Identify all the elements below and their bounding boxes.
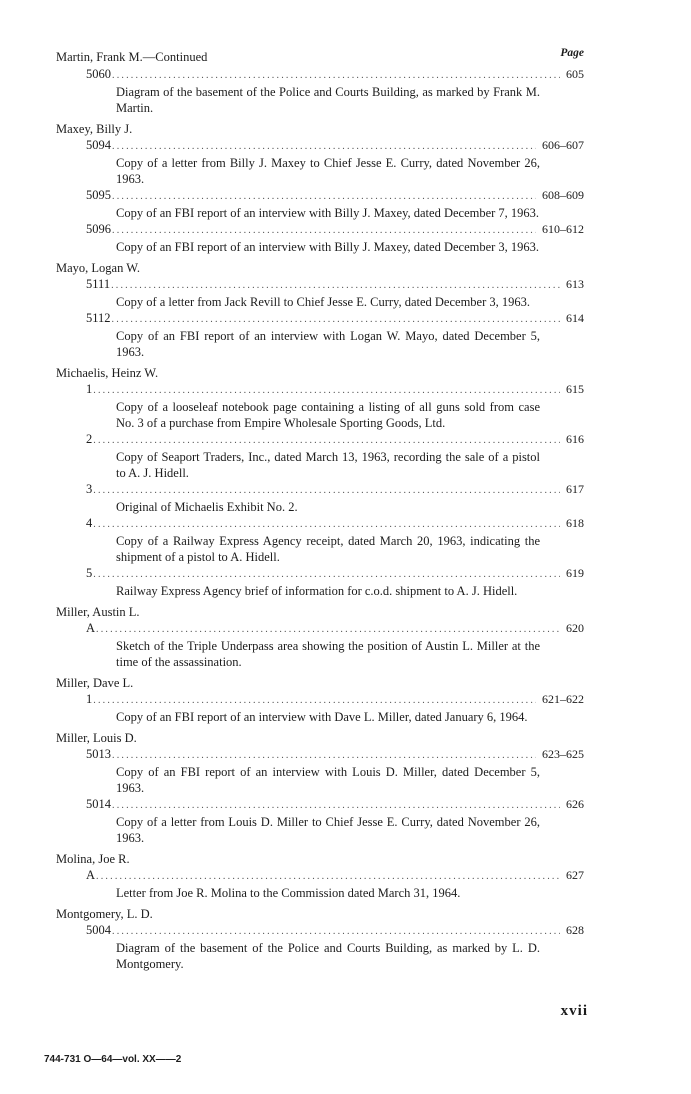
witness-name: Molina, Joe R. [56,852,130,866]
exhibit-number: 5014 [86,797,111,811]
dot-leader [112,68,560,84]
page-reference: 628 [566,923,584,937]
exhibit-number: 5095 [86,188,111,202]
exhibit-number: 1 [86,382,93,396]
page-reference: 605 [566,67,584,81]
exhibit-line [56,620,584,638]
exhibit-item [56,381,584,431]
exhibit-item [56,481,584,515]
exhibit-number: 3 [86,482,93,496]
exhibit-line [56,796,584,814]
exhibit-line [56,515,584,533]
dot-leader [93,567,560,583]
exhibit-number: 5013 [86,747,111,761]
index-entry [0,730,691,846]
exhibit-item [56,746,584,796]
index-entry [0,260,691,360]
exhibit-line [56,922,584,940]
page-reference: 615 [566,382,584,396]
exhibit-description: Railway Express Agency brief of information for c.o.d. shipment to A. J. Hidell. [116,584,518,598]
witness-name: Mayo, Logan W. [56,261,141,275]
dot-leader [112,223,536,239]
exhibit-item [56,187,584,221]
exhibit-line [56,221,584,239]
page-reference: 618 [566,516,584,530]
dot-leader [112,798,560,814]
exhibit-number: 2 [86,432,93,446]
dot-leader [96,869,560,885]
exhibit-line [56,187,584,205]
exhibit-item [56,922,584,972]
exhibit-description: Copy of a letter from Billy J. Maxey to Chief Jesse E. Curry, dated November 26, 1963. [116,156,540,186]
exhibit-description: Diagram of the basement of the Police and Courts Building, as marked by Frank M. Martin. [116,85,540,115]
index-entry [0,121,691,255]
page-reference: 616 [566,432,584,446]
exhibit-number: 5111 [86,277,111,291]
page-column-label: Page [560,47,584,59]
page-reference: 614 [566,311,584,325]
exhibit-number: 5 [86,566,93,580]
exhibit-item [56,515,584,565]
exhibit-line [56,481,584,499]
exhibit-line [56,431,584,449]
exhibit-line [56,867,584,885]
exhibit-number: A [86,621,96,635]
exhibit-description: Copy of a letter from Jack Revill to Chief Jesse E. Curry, dated December 3, 1963. [116,295,531,309]
exhibit-description: Copy of a letter from Louis D. Miller to Chief Jesse E. Curry, dated November 26, 1963. [116,815,540,845]
page-reference: 626 [566,797,584,811]
dot-leader [93,483,560,499]
exhibit-description: Original of Michaelis Exhibit No. 2. [116,500,298,514]
exhibit-description: Sketch of the Triple Underpass area showing the position of Austin L. Miller at the time of the assassination. [116,639,540,669]
exhibit-description: Copy of an FBI report of an interview with Billy J. Maxey, dated December 3, 1963. [116,240,540,254]
dot-leader [112,748,536,764]
witness-name: Michaelis, Heinz W. [56,366,159,380]
page-reference: 620 [566,621,584,635]
exhibit-line [56,691,584,709]
exhibit-item [56,276,584,310]
exhibit-item [56,221,584,255]
exhibit-number: 4 [86,516,93,530]
exhibit-number: 5094 [86,138,111,152]
index-entry [0,851,691,901]
page-reference: 621–622 [542,692,584,706]
page-reference: 617 [566,482,584,496]
exhibit-line [56,310,584,328]
page-reference: 606–607 [542,138,584,152]
page-reference: 619 [566,566,584,580]
exhibit-item [56,867,584,901]
page-reference: 627 [566,868,584,882]
exhibit-description: Copy of an FBI report of an interview with Louis D. Miller, dated December 5, 1963. [116,765,540,795]
index-entry [0,365,691,599]
page-reference: 623–625 [542,747,584,761]
exhibit-description: Diagram of the basement of the Police and Courts Building, as marked by L. D. Montgomery. [116,941,540,971]
dot-leader [112,312,560,328]
print-footer: 744-731 O—64—vol. XX——2 [44,1054,182,1065]
exhibit-description: Copy of a Railway Express Agency receipt, dated March 20, 1963, indicating the shipment of a pistol to A. Hidell. [116,534,540,564]
page-number: xvii [560,1003,588,1019]
exhibit-line [56,66,584,84]
page-reference: 610–612 [542,222,584,236]
page-reference: 608–609 [542,188,584,202]
exhibit-item [56,431,584,481]
exhibit-index-list [0,66,691,972]
dot-leader [112,139,536,155]
dot-leader [112,189,536,205]
exhibit-description: Letter from Joe R. Molina to the Commission dated March 31, 1964. [116,886,461,900]
exhibit-number: 5112 [86,311,111,325]
exhibit-line [56,381,584,399]
page-header [56,47,584,66]
continued-heading: Martin, Frank M.—Continued [56,50,208,64]
exhibit-number: 1 [86,692,93,706]
exhibit-number: 5096 [86,222,111,236]
exhibit-item [56,565,584,599]
dot-leader [93,433,560,449]
exhibit-description: Copy of an FBI report of an interview with Dave L. Miller, dated January 6, 1964. [116,710,528,724]
index-entry [0,604,691,670]
exhibit-item [56,691,584,725]
exhibit-item [56,310,584,360]
exhibit-description: Copy of Seaport Traders, Inc., dated March 13, 1963, recording the sale of a pistol to A. J. Hidell. [116,450,540,480]
exhibit-number: A [86,868,96,882]
index-entry [0,906,691,972]
index-entry [0,675,691,725]
witness-name: Miller, Dave L. [56,676,134,690]
exhibit-description: Copy of an FBI report of an interview with Logan W. Mayo, dated December 5, 1963. [116,329,540,359]
index-entry [0,66,691,116]
dot-leader [93,383,560,399]
exhibit-description: Copy of a looseleaf notebook page containing a listing of all guns sold from case No. 3 of a purchase from Empire Wholesale Sporting Goods, Ltd. [116,400,540,430]
page-reference: 613 [566,277,584,291]
dot-leader [93,693,536,709]
exhibit-item [56,66,584,116]
witness-name: Miller, Austin L. [56,605,140,619]
exhibit-line [56,746,584,764]
witness-name: Montgomery, L. D. [56,907,153,921]
exhibit-line [56,137,584,155]
exhibit-item [56,796,584,846]
dot-leader [96,622,560,638]
exhibit-line [56,276,584,294]
witness-name: Maxey, Billy J. [56,122,133,136]
exhibit-number: 5060 [86,67,111,81]
dot-leader [93,517,560,533]
dot-leader [111,278,560,294]
witness-name: Miller, Louis D. [56,731,137,745]
exhibit-number: 5004 [86,923,111,937]
exhibit-item [56,620,584,670]
exhibit-line [56,565,584,583]
exhibit-description: Copy of an FBI report of an interview with Billy J. Maxey, dated December 7, 1963. [116,206,540,220]
dot-leader [112,924,560,940]
exhibit-item [56,137,584,187]
